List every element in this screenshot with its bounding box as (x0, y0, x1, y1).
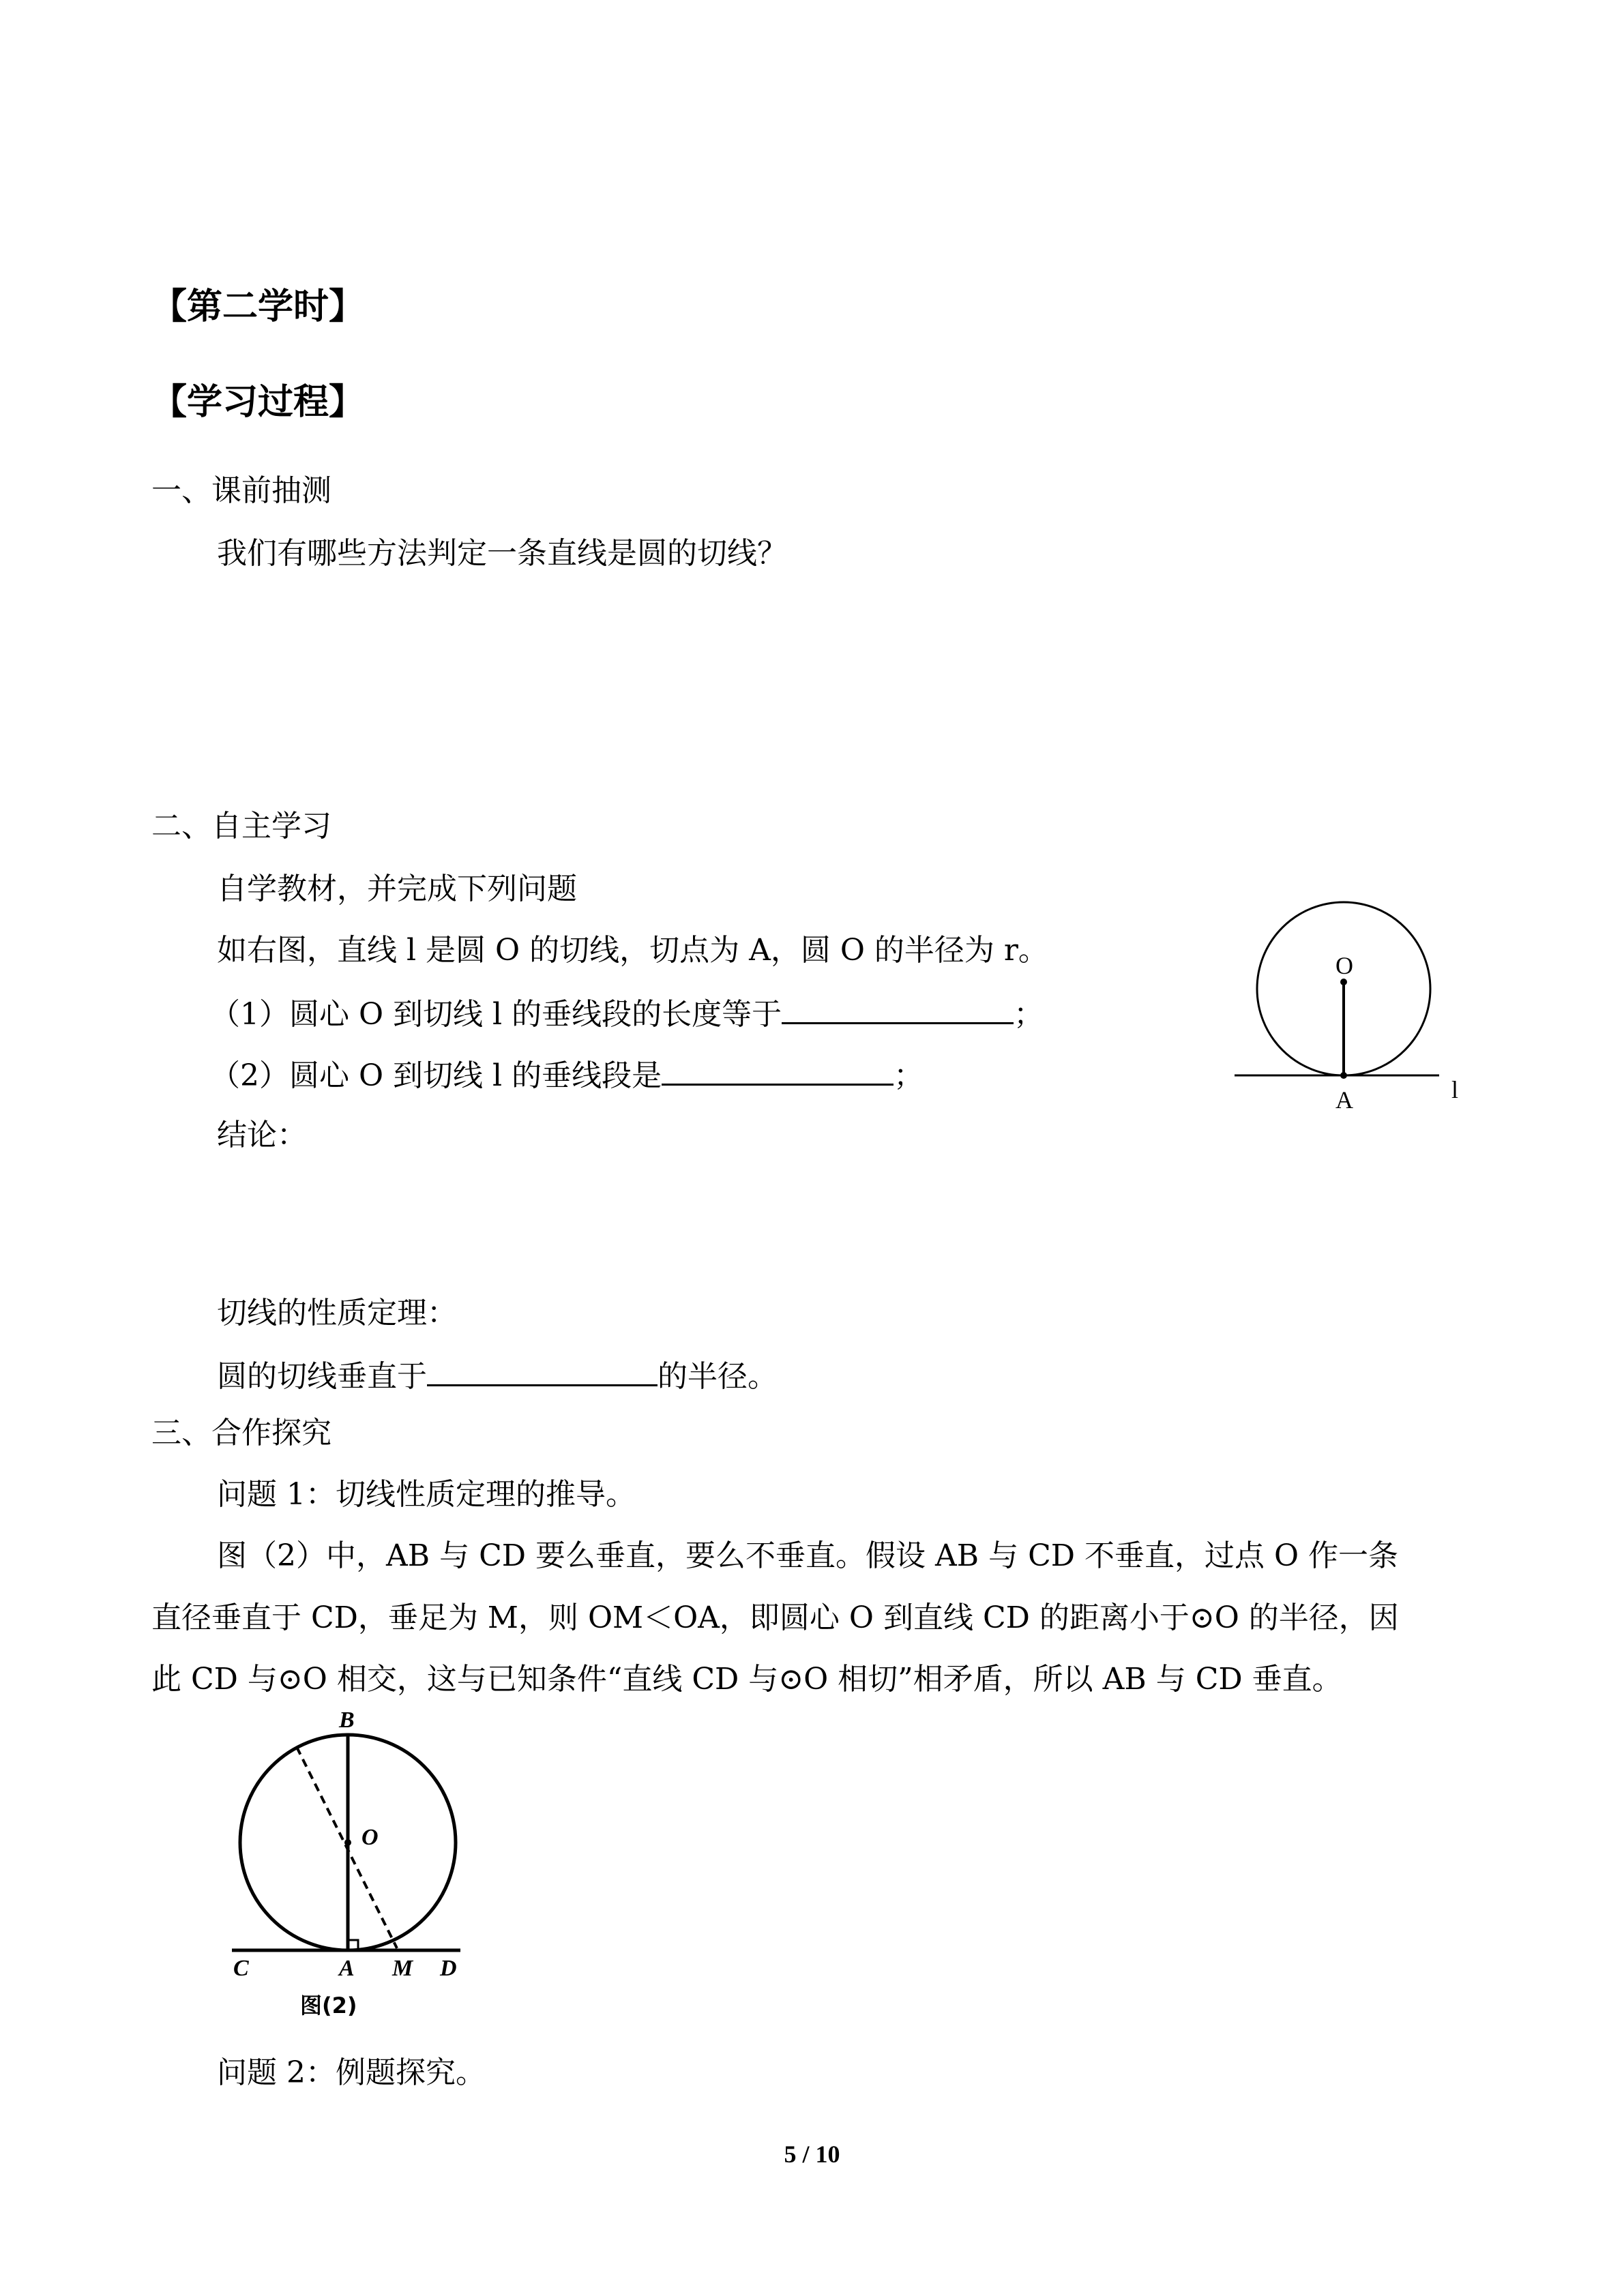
proof-line-2: 直径垂直于 CD，垂足为 M，则 OM＜OA，即圆心 O 到直线 CD 的距离小于⊙O 的半径，因 (151, 1600, 1399, 1635)
answer-blank-2[interactable] (662, 1059, 894, 1086)
label-o: O (1335, 952, 1353, 979)
label-a-fig2: A (339, 1956, 355, 1981)
label-m: M (392, 1956, 413, 1981)
section2-intro: 自学教材，并完成下列问题 (217, 871, 577, 906)
point-o (1340, 979, 1347, 985)
section3-title: 三、合作探究 (151, 1416, 331, 1450)
tangent-figure (1235, 900, 1521, 1132)
figure-2 (218, 1708, 505, 2022)
point-o-fig2 (344, 1839, 351, 1846)
question-1-text: （1）圆心 O 到切线 l 的垂线段的长度等于 (210, 997, 782, 1032)
question-2-end: ； (894, 1058, 924, 1093)
theorem-end: 的半径。 (658, 1359, 778, 1394)
section1-question: 我们有哪些方法判定一条直线是圆的切线？ (217, 536, 787, 571)
heading-process: 【学习过程】 (151, 381, 365, 423)
label-o-fig2: O (361, 1825, 379, 1850)
proof-line-1: 图（2）中，AB 与 CD 要么垂直，要么不垂直。假设 AB 与 CD 不垂直，过点 O 作一条 (217, 1538, 1399, 1573)
question-2-text: （2）圆心 O 到切线 l 的垂线段是 (210, 1058, 662, 1093)
section1-title: 一、课前抽测 (151, 473, 331, 508)
problem-1-title: 问题 1：切线性质定理的推导。 (217, 1477, 636, 1512)
answer-blank-1[interactable] (782, 998, 1014, 1024)
proof-line-3: 此 CD 与⊙O 相交，这与已知条件“直线 CD 与⊙O 相切”相矛盾，所以 AB 与 CD 垂直。 (151, 1662, 1342, 1697)
theorem-title: 切线的性质定理： (217, 1296, 457, 1330)
theorem-text: 圆的切线垂直于 (217, 1359, 427, 1394)
problem-2-title: 问题 2：例题探究。 (217, 2055, 486, 2090)
theorem-statement (217, 1360, 778, 1392)
conclusion-label: 结论： (217, 1118, 307, 1152)
label-l: l (1451, 1076, 1459, 1103)
label-b: B (339, 1708, 355, 1733)
heading-lesson: 【第二学时】 (151, 286, 365, 327)
section2-title: 二、自主学习 (151, 809, 331, 844)
label-d: D (440, 1956, 457, 1981)
figure-2-caption: 图(2) (300, 1993, 357, 2018)
question-1 (210, 998, 1044, 1030)
label-c: C (233, 1956, 249, 1981)
section2-figure-desc: 如右图，直线 l 是圆 O 的切线，切点为 A，圆 O 的半径为 r。 (217, 933, 1048, 968)
page-number: 5 / 10 (784, 2141, 840, 2168)
question-1-end: ； (1014, 997, 1044, 1032)
label-a: A (1335, 1086, 1353, 1114)
question-2 (210, 1059, 924, 1091)
answer-blank-3[interactable] (427, 1360, 658, 1386)
